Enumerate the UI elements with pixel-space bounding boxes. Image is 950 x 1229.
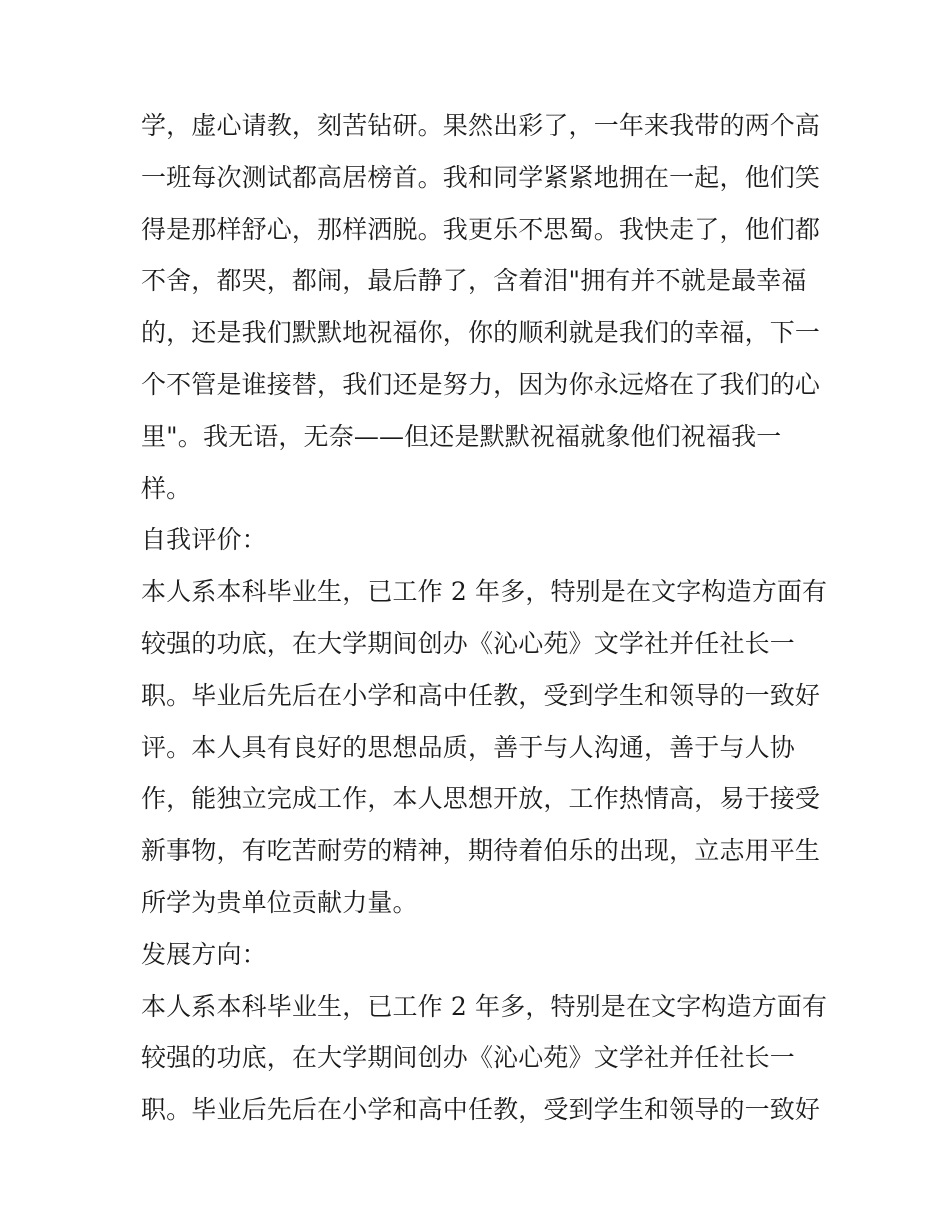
- paragraph-line: 本人系本科毕业生，已工作 2 年多，特别是在文字构造方面有: [141, 577, 828, 607]
- paragraph-line: 一班每次测试都高居榜首。我和同学紧紧地拥在一起，他们笑: [141, 162, 821, 192]
- paragraph-line: 较强的功底，在大学期间创办《沁心苑》文学社并任社长一: [141, 1043, 795, 1073]
- paragraph-line: 的，还是我们默默地祝福你，你的顺利就是我们的幸福，下一: [141, 318, 821, 348]
- section-heading-self-evaluation: 自我评价：: [141, 525, 267, 555]
- document-body: [141, 100, 828, 1136]
- paragraph-line: 职。毕业后先后在小学和高中任教，受到学生和领导的一致好: [141, 1095, 821, 1125]
- paragraph-line: 评。本人具有良好的思想品质，善于与人沟通，善于与人协: [141, 732, 795, 762]
- paragraph-line: 作，能独立完成工作，本人思想开放，工作热情高，易于接受: [141, 784, 821, 814]
- paragraph-line: 不舍，都哭，都闹，最后静了，含着泪"拥有并不就是最幸福: [141, 266, 807, 296]
- paragraph-line: 所学为贵单位贡献力量。: [141, 887, 418, 917]
- paragraph-line: 样。: [141, 473, 192, 503]
- paragraph-line: 较强的功底，在大学期间创办《沁心苑》文学社并任社长一: [141, 628, 795, 658]
- paragraph-line: 新事物，有吃苦耐劳的精神，期待着伯乐的出现，立志用平生: [141, 836, 821, 866]
- paragraph-line: 本人系本科毕业生，已工作 2 年多，特别是在文字构造方面有: [141, 991, 828, 1021]
- paragraph-line: 里"。我无语，无奈——但还是默默祝福就象他们祝福我一: [141, 421, 782, 451]
- section-heading-development-direction: 发展方向：: [141, 939, 267, 969]
- paragraph-line: 学，虚心请教，刻苦钻研。果然出彩了，一年来我带的两个高: [141, 111, 821, 140]
- paragraph-line: 职。毕业后先后在小学和高中任教，受到学生和领导的一致好: [141, 680, 821, 710]
- paragraph-line: 得是那样舒心，那样洒脱。我更乐不思蜀。我快走了，他们都: [141, 214, 821, 244]
- paragraph-line: 个不管是谁接替，我们还是努力，因为你永远烙在了我们的心: [141, 369, 821, 399]
